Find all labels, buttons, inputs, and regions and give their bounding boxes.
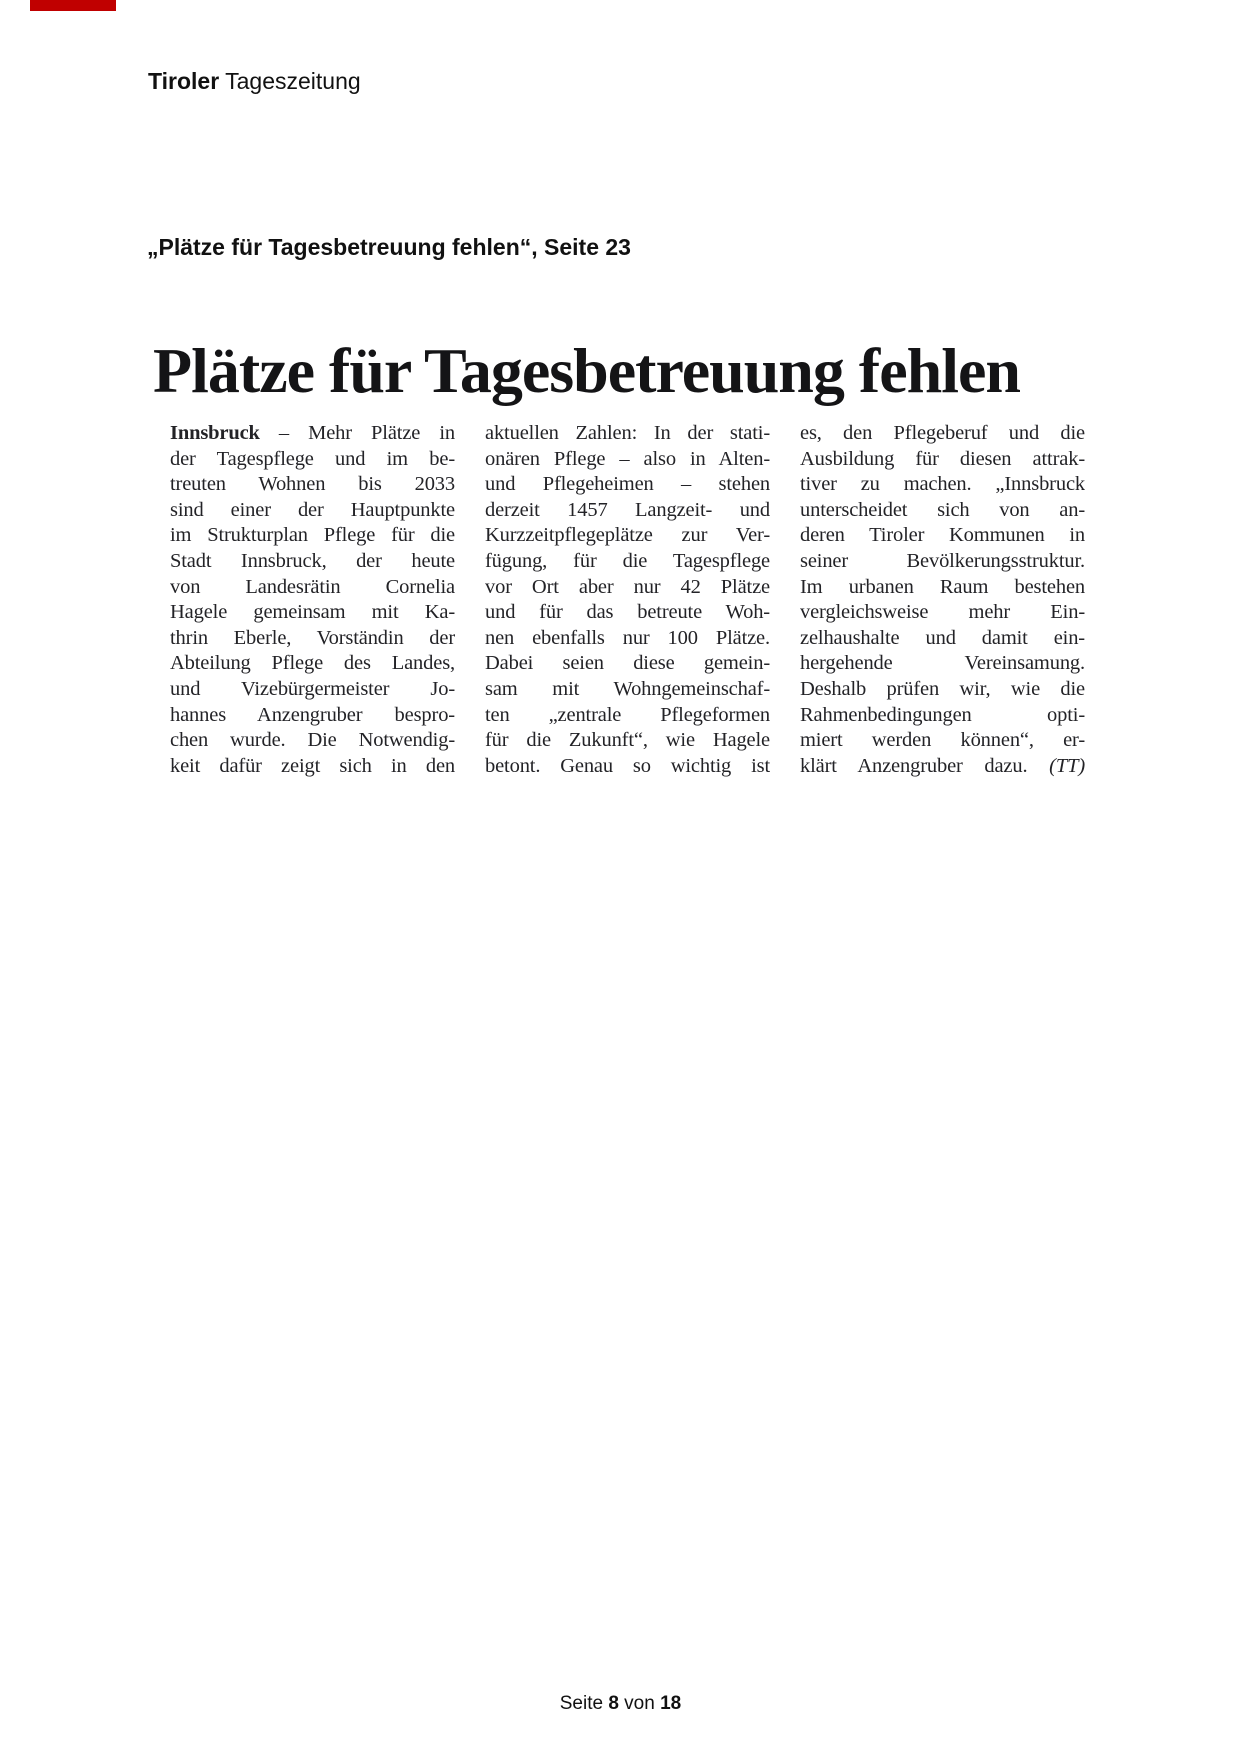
article-line (800, 600, 1085, 626)
text-segment: – Mehr Plätze in (259, 422, 455, 444)
text-segment: und Pflegeheimen – stehen (485, 473, 770, 496)
text-segment: Kurzzeitpflegeplätze zur Ver- (485, 524, 770, 547)
article-line (800, 575, 1085, 601)
text-segment: Hagele gemeinsam mit Ka- (170, 601, 455, 624)
text-segment: von Landesrätin Cornelia (170, 575, 455, 598)
text-segment: Abteilung Pflege des Landes, (170, 652, 455, 675)
reference-line: „Plätze für Tagesbetreuung fehlen“, Seite 23 (147, 234, 631, 260)
page-footer (0, 1692, 1241, 1715)
article-line (170, 626, 455, 652)
article-line (485, 523, 770, 549)
article-line (800, 549, 1085, 575)
article-line (170, 703, 455, 729)
text-segment: deren Tiroler Kommunen in (800, 524, 1085, 547)
text-segment: sind einer der Hauptpunkte (170, 498, 455, 521)
article-body (170, 421, 1085, 779)
article-line (485, 728, 770, 754)
text-segment: miert werden können“, er- (800, 729, 1085, 752)
text-segment: vergleichsweise mehr Ein- (800, 601, 1085, 624)
text-segment: Stadt Innsbruck, der heute (170, 549, 455, 572)
article-line (485, 600, 770, 626)
text-segment: Im urbanen Raum bestehen (800, 575, 1085, 598)
text-segment: 18 (660, 1693, 682, 1714)
text-segment: nen ebenfalls nur 100 Plätze. (485, 626, 770, 649)
article-line (485, 626, 770, 652)
text-segment: im Strukturplan Pflege für die (170, 524, 455, 547)
article-line (170, 651, 455, 677)
article-line (800, 472, 1085, 498)
article-line (800, 754, 1085, 780)
text-segment: es, den Pflegeberuf und die (800, 422, 1085, 444)
article-headline: Plätze für Tagesbetreuung fehlen (153, 335, 1020, 406)
article-line (485, 472, 770, 498)
text-segment: keit dafür zeigt sich in den (170, 754, 455, 777)
article-column-3 (800, 421, 1085, 779)
text-segment: Rahmenbedingungen opti- (800, 703, 1085, 726)
text-segment: vor Ort aber nur 42 Plätze (485, 575, 770, 598)
text-segment: für die Zukunft“, wie Hagele (485, 729, 770, 752)
article-line (170, 472, 455, 498)
article-line (800, 421, 1085, 447)
article-line (800, 677, 1085, 703)
article-line (170, 447, 455, 473)
article-line (485, 703, 770, 729)
article-line (485, 651, 770, 677)
article-line (800, 651, 1085, 677)
article-line (485, 447, 770, 473)
text-segment: sam mit Wohngemeinschaf- (485, 677, 770, 700)
text-segment: Deshalb prüfen wir, wie die (800, 677, 1085, 700)
article-line (800, 447, 1085, 473)
text-segment: onären Pflege – also in Alten- (485, 447, 770, 470)
text-segment: Ausbildung für diesen attrak- (800, 447, 1085, 470)
article-line (485, 549, 770, 575)
text-segment: der Tagespflege und im be- (170, 447, 455, 470)
text-segment: unterscheidet sich von an- (800, 498, 1085, 521)
article-line (485, 421, 770, 447)
article-line (800, 523, 1085, 549)
article-line (170, 677, 455, 703)
masthead (148, 68, 361, 94)
text-segment: und Vizebürgermeister Jo- (170, 677, 455, 700)
text-segment: tiver zu machen. „Innsbruck (800, 473, 1085, 496)
text-segment: Dabei seien diese gemein- (485, 652, 770, 675)
text-segment: (TT) (1049, 754, 1085, 777)
text-segment: hergehende Vereinsamung. (800, 652, 1085, 675)
article-line (170, 575, 455, 601)
article-line (485, 575, 770, 601)
text-segment: treuten Wohnen bis 2033 (170, 473, 455, 496)
article-line (170, 549, 455, 575)
article-line (170, 754, 455, 780)
article-line (800, 703, 1085, 729)
text-segment: seiner Bevölkerungsstruktur. (800, 549, 1085, 572)
article-line (170, 728, 455, 754)
article-line (485, 754, 770, 780)
text-segment: ten „zentrale Pflegeformen (485, 703, 770, 726)
text-segment: betont. Genau so wichtig ist (485, 754, 770, 777)
article-line (800, 728, 1085, 754)
article-line (170, 421, 455, 447)
text-segment: von (618, 1693, 661, 1714)
article-line (170, 498, 455, 524)
article-column-1 (170, 421, 455, 779)
text-segment: Seite (559, 1693, 609, 1714)
text-segment: fügung, für die Tagespflege (485, 549, 770, 572)
masthead-brand-bold: Tiroler (148, 68, 220, 94)
article-line (800, 626, 1085, 652)
article-line (800, 498, 1085, 524)
article-line (170, 600, 455, 626)
text-segment: und für das betreute Woh- (485, 601, 770, 624)
article-line (170, 523, 455, 549)
article-line (485, 677, 770, 703)
article-column-2 (485, 421, 770, 779)
article-line (485, 498, 770, 524)
text-segment: klärt Anzengruber dazu. (800, 754, 1050, 777)
text-segment: aktuellen Zahlen: In der stati- (485, 422, 770, 444)
masthead-brand-rest: Tageszeitung (219, 68, 361, 94)
text-segment: chen wurde. Die Notwendig- (170, 729, 455, 752)
text-segment: zelhaushalte und damit ein- (800, 626, 1085, 649)
text-segment: Innsbruck (170, 422, 260, 444)
text-segment: hannes Anzengruber bespro- (170, 703, 455, 726)
text-segment: derzeit 1457 Langzeit- und (485, 498, 770, 521)
text-segment: thrin Eberle, Vorständin der (170, 626, 455, 649)
text-segment: 8 (608, 1693, 619, 1714)
red-mark (30, 0, 116, 11)
